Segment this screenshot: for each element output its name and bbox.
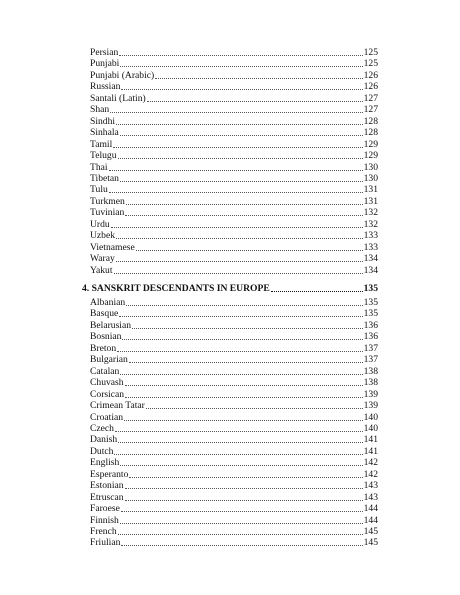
toc-page-number: 136 <box>363 331 378 343</box>
toc-entry-label: French <box>90 526 117 537</box>
toc-page-number: 135 <box>363 308 378 320</box>
toc-page-number: 138 <box>363 377 378 389</box>
toc-entry-label: Sindhi <box>90 115 116 127</box>
toc-page-number: 143 <box>363 480 378 492</box>
toc-entry-label: Finnish <box>90 514 119 526</box>
toc-entry-label: Vietnamese <box>90 241 135 253</box>
toc-entry-label: English <box>90 457 120 469</box>
toc-entry-label: Catalan <box>90 365 120 377</box>
toc-entry-label: Faroese <box>90 503 120 515</box>
toc-page-number: 126 <box>363 69 378 81</box>
toc-page-number: 133 <box>363 241 378 253</box>
toc-entry-label: Russian <box>90 81 121 93</box>
toc-page-number: 141 <box>363 434 378 446</box>
toc-entry-label: Belarusian <box>90 319 132 331</box>
toc-page-number: 125 <box>363 58 378 70</box>
toc-page-number: 141 <box>363 445 378 457</box>
toc-page-number: 127 <box>363 92 378 104</box>
toc-entry-label: Estonian <box>90 480 124 492</box>
toc-page-number: 131 <box>363 184 378 196</box>
toc-entry-label: Chuvash <box>90 377 124 389</box>
toc-page-number: 132 <box>363 218 378 230</box>
toc-entry-label: Crimean Tatar <box>90 400 145 412</box>
toc-entry-label: Shan <box>90 104 110 116</box>
toc-entry[interactable] <box>90 265 378 277</box>
toc-entry-label: Esperanto <box>90 468 129 480</box>
toc-page-number: 137 <box>363 342 378 354</box>
toc-entry-label: Yakut <box>90 264 113 276</box>
toc-page-number: 140 <box>363 422 378 434</box>
toc-entry-label: Santali (Latin) <box>90 92 146 104</box>
toc-entry-label: Danish <box>90 434 118 446</box>
toc-page-number: 138 <box>363 365 378 377</box>
toc-page-number: 128 <box>363 115 378 127</box>
toc-entry-label: Tuvinian <box>90 207 125 219</box>
toc-page-number: 128 <box>363 127 378 139</box>
toc-page-number: 140 <box>363 411 378 423</box>
toc-page-number: 134 <box>363 264 378 276</box>
toc-page-number: 126 <box>363 81 378 93</box>
toc-entry-label: Telugu <box>90 150 117 162</box>
toc-entry-label: Punjabi (Arabic) <box>90 69 155 81</box>
toc-entry-label: Punjabi <box>90 58 120 70</box>
toc-page-number: 143 <box>363 491 378 503</box>
toc-entry-label: Albanian <box>90 297 126 308</box>
toc-page-number: 145 <box>363 526 378 537</box>
dot-leader <box>114 261 363 274</box>
toc-page-number: 142 <box>363 468 378 480</box>
toc-page-number: 131 <box>363 195 378 207</box>
toc-page-number: 139 <box>363 400 378 412</box>
toc-page-number: 142 <box>363 457 378 469</box>
toc-page-number: 139 <box>363 388 378 400</box>
toc-page-number: 135 <box>363 283 378 294</box>
toc-section-title: 4. SANSKRIT DESCENDANTS IN EUROPE <box>82 283 270 294</box>
toc-page-number: 133 <box>363 230 378 242</box>
toc-page-number: 134 <box>363 253 378 265</box>
toc-entry-label: Waray <box>90 253 115 265</box>
toc-entry-label: Tulu <box>90 184 108 196</box>
toc-entry-label: Friulian <box>90 537 121 549</box>
toc-page-number: 144 <box>363 514 378 526</box>
toc-entry-label: Uzbek <box>90 230 116 242</box>
toc-entry-label: Tamil <box>90 138 113 150</box>
toc-entry-label: Bosnian <box>90 331 122 343</box>
toc-entry-label: Persian <box>90 47 119 58</box>
toc-entry-label: Breton <box>90 342 117 354</box>
toc-page-number: 135 <box>363 297 378 308</box>
toc-page-number: 125 <box>363 47 378 58</box>
toc-page-number: 130 <box>363 172 378 184</box>
toc-page-number: 132 <box>363 207 378 219</box>
toc-entry-label: Bulgarian <box>90 354 128 366</box>
toc-entry-label: Dutch <box>90 445 114 457</box>
toc-entry-label: Czech <box>90 422 114 434</box>
dot-leader <box>121 533 362 546</box>
toc-entry-label: Etruscan <box>90 491 124 503</box>
toc-entry-label: Sinhala <box>90 127 119 139</box>
toc-entry-label: Basque <box>90 308 119 320</box>
toc-entry-label: Tibetan <box>90 172 119 184</box>
toc-entry-label: Thai <box>90 161 108 173</box>
toc-page-number: 136 <box>363 319 378 331</box>
toc-page-number: 145 <box>363 537 378 549</box>
toc-entry-label: Turkmen <box>90 195 125 207</box>
toc-page-number: 137 <box>363 354 378 366</box>
toc-page-number: 144 <box>363 503 378 515</box>
toc-entry-label: Corsican <box>90 388 125 400</box>
toc-page-number: 129 <box>363 138 378 150</box>
toc-entry-label: Croatian <box>90 411 124 423</box>
toc-entry-label: Urdu <box>90 218 110 230</box>
toc-page-number: 129 <box>363 150 378 162</box>
toc-page-number: 127 <box>363 104 378 116</box>
toc-page-number: 130 <box>363 161 378 173</box>
dot-leader <box>271 279 363 292</box>
toc-entry[interactable] <box>90 537 378 549</box>
